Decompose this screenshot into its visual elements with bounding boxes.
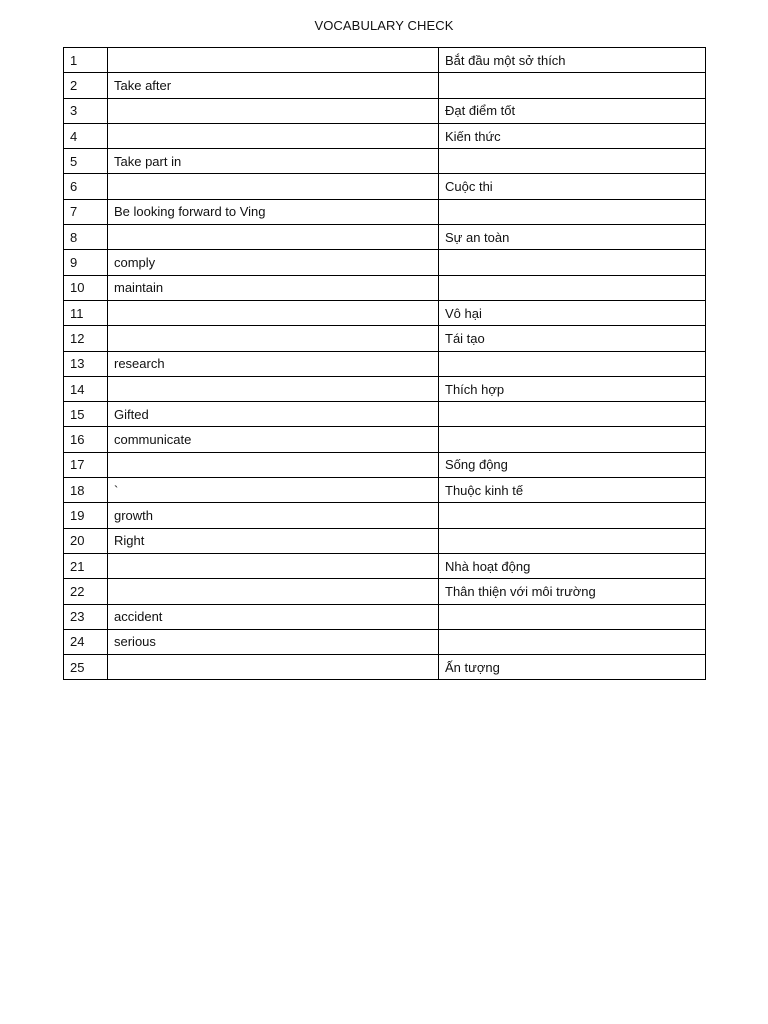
english-term-cell — [108, 48, 439, 73]
english-term-cell: research — [108, 351, 439, 376]
table-row — [64, 655, 706, 680]
row-number-cell: 8 — [64, 225, 108, 250]
row-number-cell: 1 — [64, 48, 108, 73]
english-term-cell — [108, 326, 439, 351]
row-number-cell: 11 — [64, 300, 108, 325]
row-number-cell: 25 — [64, 655, 108, 680]
english-term-cell — [108, 123, 439, 148]
row-number-cell: 20 — [64, 528, 108, 553]
table-row — [64, 123, 706, 148]
row-number-cell: 9 — [64, 250, 108, 275]
row-number-cell: 4 — [64, 123, 108, 148]
row-number-cell: 13 — [64, 351, 108, 376]
table-row — [64, 402, 706, 427]
row-number-cell: 24 — [64, 629, 108, 654]
table-row — [64, 98, 706, 123]
english-term-cell: ` — [108, 478, 439, 503]
table-row — [64, 300, 706, 325]
table-row — [64, 225, 706, 250]
table-row — [64, 351, 706, 376]
table-row — [64, 48, 706, 73]
row-number-cell: 16 — [64, 427, 108, 452]
vietnamese-meaning-cell: Kiến thức — [439, 123, 706, 148]
row-number-cell: 17 — [64, 452, 108, 477]
table-row — [64, 326, 706, 351]
row-number-cell: 12 — [64, 326, 108, 351]
row-number-cell: 19 — [64, 503, 108, 528]
row-number-cell: 23 — [64, 604, 108, 629]
table-row — [64, 427, 706, 452]
table-row — [64, 604, 706, 629]
row-number-cell: 6 — [64, 174, 108, 199]
vietnamese-meaning-cell — [439, 199, 706, 224]
english-term-cell — [108, 553, 439, 578]
table-row — [64, 503, 706, 528]
table-row — [64, 376, 706, 401]
english-term-cell: Be looking forward to Ving — [108, 199, 439, 224]
row-number-cell: 5 — [64, 149, 108, 174]
table-row — [64, 553, 706, 578]
vietnamese-meaning-cell — [439, 528, 706, 553]
english-term-cell: Gifted — [108, 402, 439, 427]
vietnamese-meaning-cell — [439, 73, 706, 98]
table-row — [64, 275, 706, 300]
table-row — [64, 478, 706, 503]
table-row — [64, 579, 706, 604]
vietnamese-meaning-cell — [439, 604, 706, 629]
vietnamese-meaning-cell — [439, 275, 706, 300]
vocabulary-table — [63, 47, 706, 680]
vietnamese-meaning-cell: Đạt điểm tốt — [439, 98, 706, 123]
english-term-cell: Right — [108, 528, 439, 553]
table-row — [64, 452, 706, 477]
row-number-cell: 21 — [64, 553, 108, 578]
page-title: VOCABULARY CHECK — [314, 18, 454, 33]
row-number-cell: 15 — [64, 402, 108, 427]
vietnamese-meaning-cell — [439, 149, 706, 174]
vietnamese-meaning-cell: Sống động — [439, 452, 706, 477]
english-term-cell: Take after — [108, 73, 439, 98]
vocabulary-table-body — [64, 48, 706, 680]
vietnamese-meaning-cell — [439, 503, 706, 528]
vietnamese-meaning-cell — [439, 629, 706, 654]
vietnamese-meaning-cell: Nhà hoạt động — [439, 553, 706, 578]
vietnamese-meaning-cell: Thân thiện với môi trường — [439, 579, 706, 604]
vietnamese-meaning-cell — [439, 250, 706, 275]
english-term-cell — [108, 225, 439, 250]
row-number-cell: 22 — [64, 579, 108, 604]
english-term-cell: growth — [108, 503, 439, 528]
english-term-cell: communicate — [108, 427, 439, 452]
table-row — [64, 629, 706, 654]
english-term-cell — [108, 655, 439, 680]
row-number-cell: 2 — [64, 73, 108, 98]
english-term-cell — [108, 452, 439, 477]
english-term-cell: comply — [108, 250, 439, 275]
vietnamese-meaning-cell: Thuộc kinh tế — [439, 478, 706, 503]
vietnamese-meaning-cell: Ấn tượng — [439, 655, 706, 680]
vietnamese-meaning-cell: Cuộc thi — [439, 174, 706, 199]
table-row — [64, 73, 706, 98]
vietnamese-meaning-cell — [439, 402, 706, 427]
vietnamese-meaning-cell — [439, 427, 706, 452]
row-number-cell: 7 — [64, 199, 108, 224]
table-row — [64, 528, 706, 553]
vietnamese-meaning-cell: Sự an toàn — [439, 225, 706, 250]
english-term-cell — [108, 174, 439, 199]
row-number-cell: 18 — [64, 478, 108, 503]
vietnamese-meaning-cell — [439, 351, 706, 376]
english-term-cell — [108, 579, 439, 604]
row-number-cell: 3 — [64, 98, 108, 123]
table-row — [64, 199, 706, 224]
table-row — [64, 250, 706, 275]
english-term-cell — [108, 98, 439, 123]
row-number-cell: 10 — [64, 275, 108, 300]
vietnamese-meaning-cell: Bắt đầu một sở thích — [439, 48, 706, 73]
vietnamese-meaning-cell: Vô hại — [439, 300, 706, 325]
table-row — [64, 149, 706, 174]
english-term-cell: accident — [108, 604, 439, 629]
english-term-cell: Take part in — [108, 149, 439, 174]
vietnamese-meaning-cell: Tái tạo — [439, 326, 706, 351]
english-term-cell — [108, 300, 439, 325]
english-term-cell: maintain — [108, 275, 439, 300]
english-term-cell — [108, 376, 439, 401]
english-term-cell: serious — [108, 629, 439, 654]
row-number-cell: 14 — [64, 376, 108, 401]
vietnamese-meaning-cell: Thích hợp — [439, 376, 706, 401]
table-row — [64, 174, 706, 199]
